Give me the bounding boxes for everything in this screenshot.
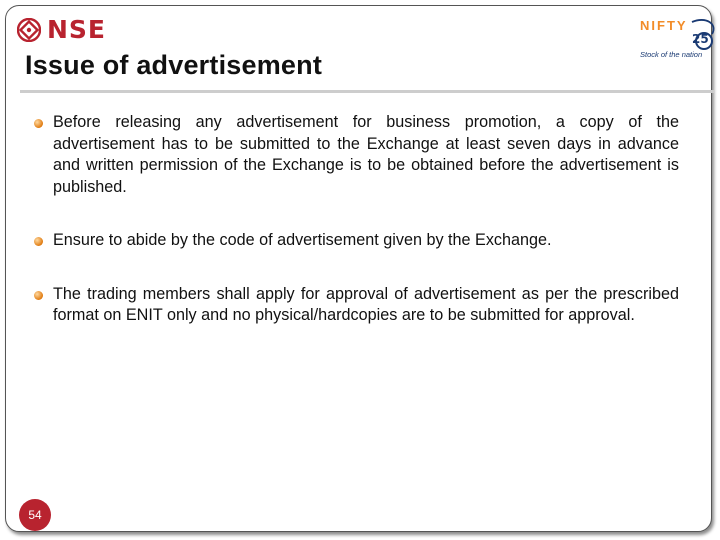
- bullet-dot-icon: [34, 291, 43, 300]
- bullet-dot-icon: [34, 119, 43, 128]
- slide-number: 54: [28, 508, 42, 522]
- slide: [5, 5, 712, 532]
- bullet-item: [34, 230, 679, 252]
- slide-title: Issue of advertisement: [25, 50, 323, 80]
- bullet-text: Before releasing any advertisement for business promotion, a copy of the advertisement has to be submitted to the Exchange at least seven days in advance and written permission of the Exchange is to be obtained before the advertisement is published.: [53, 113, 679, 196]
- bullet-text: Ensure to abide by the code of advertisement given by the Exchange.: [53, 231, 552, 249]
- nse-logo-text: NSE: [47, 15, 107, 44]
- title-divider: [20, 90, 714, 93]
- nifty-logo: [632, 16, 720, 58]
- bullet-item: [34, 112, 679, 198]
- bullet-item: [34, 284, 679, 327]
- nse-logo-icon: [17, 18, 41, 42]
- bullet-dot-icon: [34, 237, 43, 246]
- nifty-logo-text: NIFTY: [640, 18, 688, 33]
- nifty-tagline: Stock of the nation: [640, 50, 703, 59]
- nifty-number: 25: [692, 32, 709, 46]
- nse-logo: [17, 15, 107, 44]
- bullet-text: The trading members shall apply for approval of advertisement as per the prescribed format on ENIT only and no physical/hardcopies are to be submitted for approval.: [53, 284, 679, 324]
- slide-number-badge: [19, 499, 51, 531]
- bullet-list: [34, 112, 679, 359]
